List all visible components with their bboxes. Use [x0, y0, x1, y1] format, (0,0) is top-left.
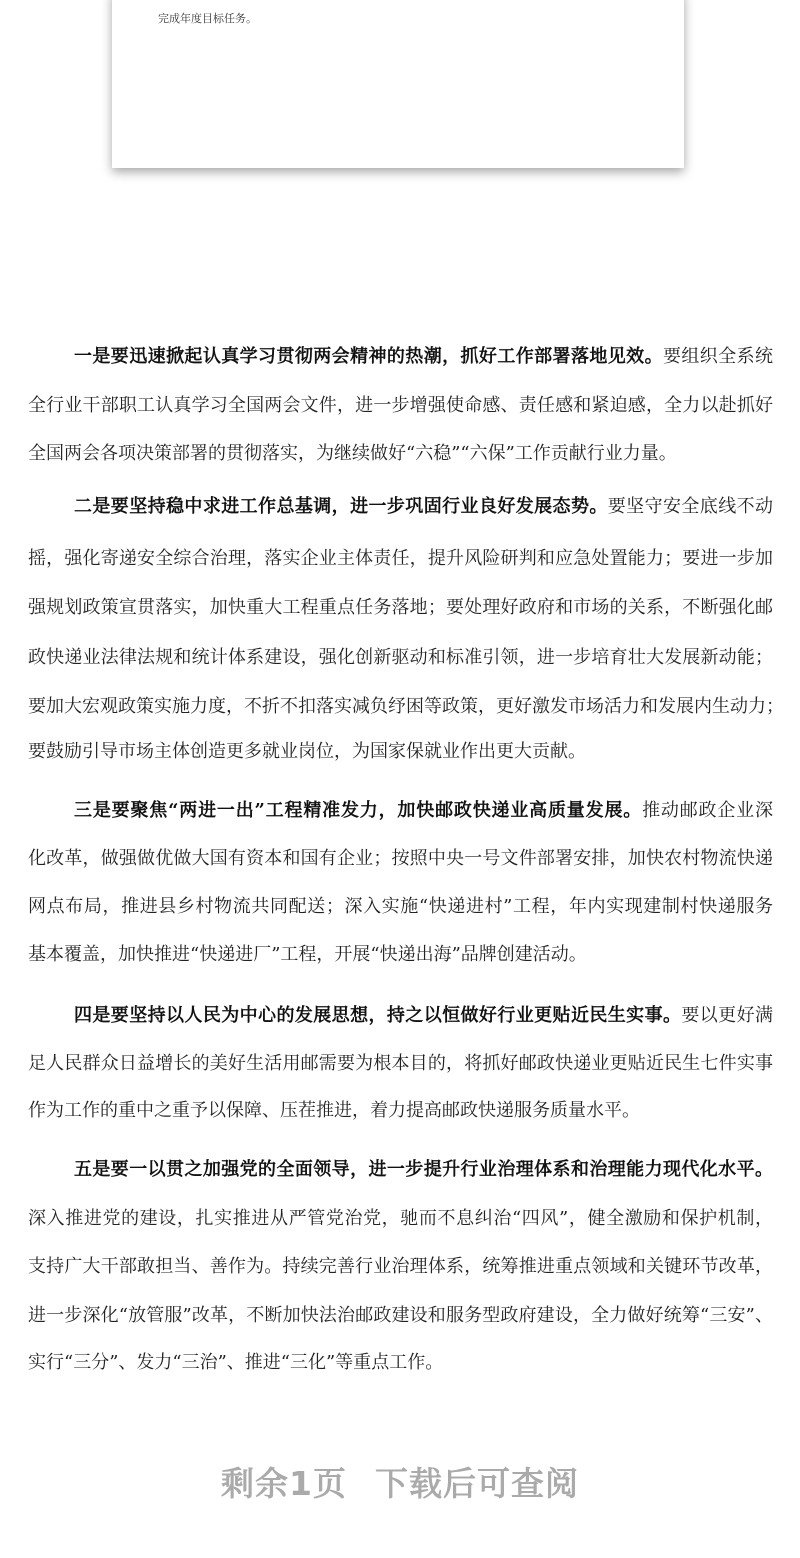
- paragraph-heading: 五是要一以贯之加强党的全面领导，进一步提升行业治理体系和治理能力现代化水平。: [74, 1159, 773, 1180]
- paragraph-line: [74, 1158, 773, 1182]
- paragraph-line: 进一步深化“放管服”改革，不断加快法治邮政建设和服务型政府建设，全力做好统筹“三安”、: [28, 1305, 773, 1326]
- paragraph-heading: 一是要迅速掀起认真学习贯彻两会精神的热潮，抓好工作部署落地见效。: [74, 346, 663, 367]
- download-prompt[interactable]: [0, 1458, 800, 1505]
- remaining-pages-label: 剩余1页: [221, 1464, 347, 1503]
- paragraph-line: [74, 1004, 773, 1028]
- paragraph-line: 摇，强化寄递安全综合治理，落实企业主体责任，提升风险研判和应急处置能力；要进一步加: [28, 548, 773, 569]
- preview-text: 完成年度目标任务。: [158, 12, 257, 25]
- paragraph-line: 足人民群众日益增长的美好生活用邮需要为根本目的，将抓好邮政快递业更贴近民生七件实事: [28, 1053, 773, 1074]
- paragraph-line: 要鼓励引导市场主体创造更多就业岗位，为国家保就业作出更大贡献。: [28, 741, 586, 762]
- paragraph-line: 化改革，做强做优做大国有资本和国有企业；按照中央一号文件部署安排，加快农村物流快递: [28, 848, 773, 869]
- paragraph-heading: 三是要聚焦“两进一出”工程精准发力，加快邮政快递业高质量发展。: [74, 800, 643, 821]
- paragraph-heading: 二是要坚持稳中求进工作总基调，进一步巩固行业良好发展态势。: [74, 496, 608, 517]
- paragraph-line: 网点布局，推进县乡村物流共同配送；深入实施“快递进村”工程，年内实现建制村快递服务: [28, 896, 773, 917]
- paragraph-text: 推动邮政企业深: [642, 800, 773, 821]
- paragraph-text: 要组织全系统: [662, 346, 774, 367]
- paragraph-heading: 四是要坚持以人民为中心的发展思想，持之以恒做好行业更贴近民生实事。: [74, 1005, 682, 1026]
- paragraph-line: [74, 799, 773, 823]
- paragraph-line: 支持广大干部敢担当、善作为。持续完善行业治理体系，统筹推进重点领域和关键环节改革，: [28, 1256, 773, 1277]
- paragraph-line: 全行业干部职工认真学习全国两会文件，进一步增强使命感、责任感和紧迫感，全力以赴抓好: [28, 395, 773, 416]
- paragraph-line: [74, 345, 773, 369]
- paragraph-line: 实行“三分”、发力“三治”、推进“三化”等重点工作。: [28, 1352, 444, 1373]
- download-hint-label: 下载后可查阅: [374, 1464, 579, 1503]
- paragraph-text: 要坚守安全底线不动: [607, 496, 774, 517]
- paragraph-line: 要加大宏观政策实施力度，不折不扣落实减负纾困等政策，更好激发市场活力和发展内生动力；: [28, 696, 784, 717]
- paragraph-line: [74, 495, 773, 519]
- paragraph-line: 基本覆盖，加快推进“快递进厂”工程，开展“快递出海”品牌创建活动。: [28, 944, 587, 965]
- paragraph-line: 作为工作的重中之重予以保障、压茬推进，着力提高邮政快递服务质量水平。: [28, 1100, 640, 1121]
- paragraph-line: 深入推进党的建设，扎实推进从严管党治党，驰而不息纠治“四风”，健全激励和保护机制，: [28, 1208, 773, 1229]
- paragraph-line: 政快递业法律法规和统计体系建设，强化创新驱动和标准引领，进一步培育壮大发展新动能；: [28, 647, 773, 668]
- preview-page-card: [112, 0, 684, 168]
- paragraph-line: 全国两会各项决策部署的贯彻落实，为继续做好“六稳”“六保”工作贡献行业力量。: [28, 443, 677, 464]
- paragraph-text: 要以更好满: [681, 1005, 773, 1026]
- paragraph-line: 强规划政策宣贯落实，加快重大工程重点任务落地；要处理好政府和市场的关系，不断强化邮: [28, 597, 773, 618]
